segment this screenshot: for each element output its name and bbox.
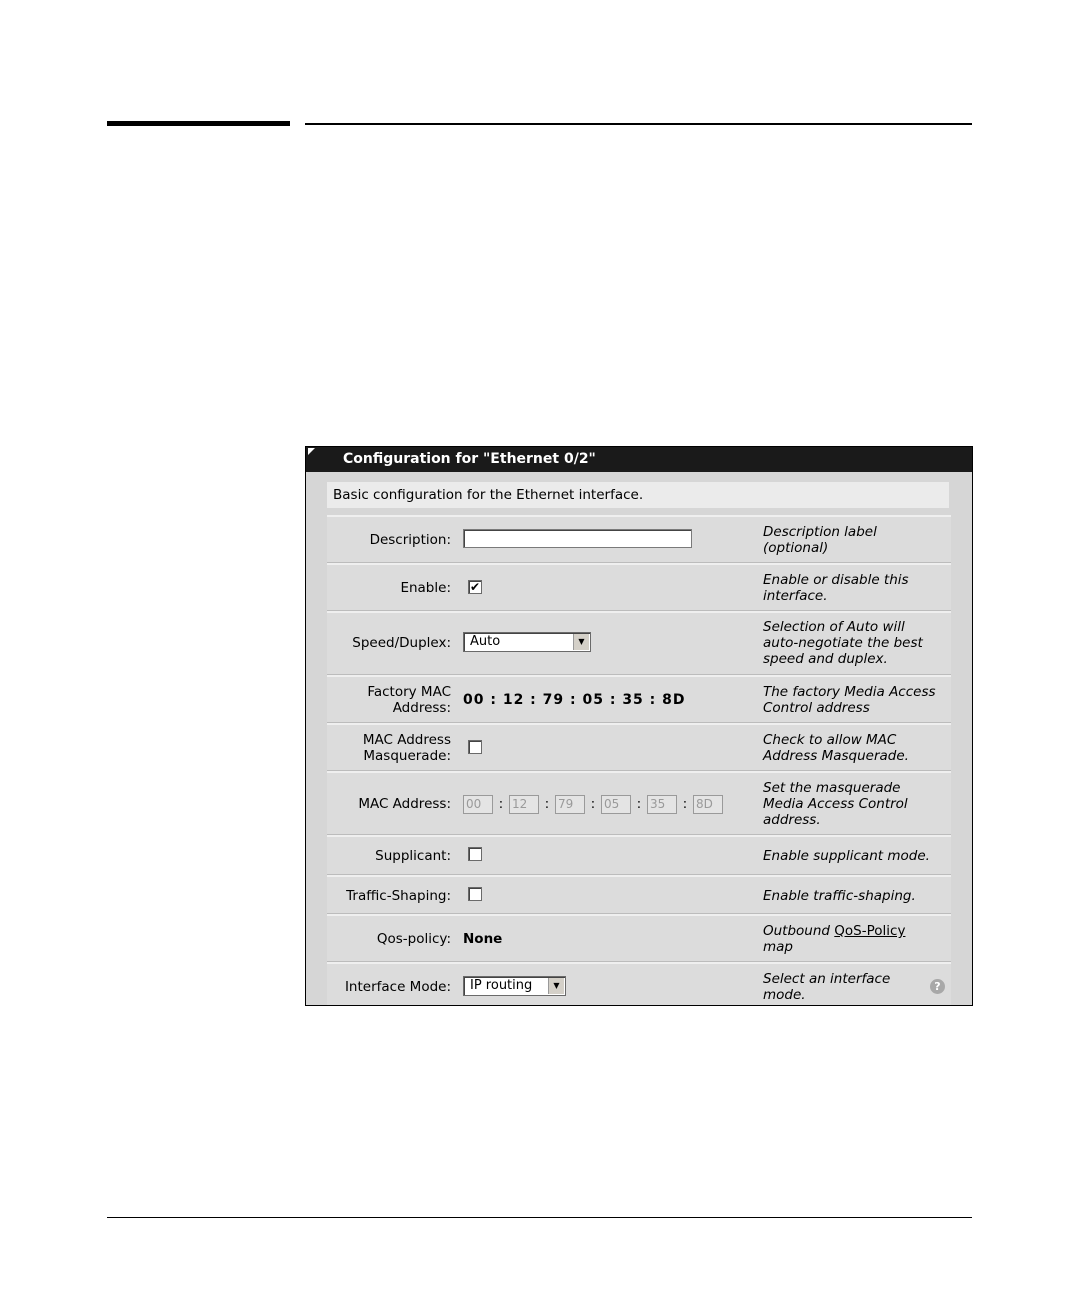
- row-mac-masquerade: [327, 723, 951, 771]
- factory-mac-help: [763, 684, 949, 716]
- panel-subtitle: Basic configuration for the Ethernet interface.: [327, 482, 949, 508]
- speed-help-line2: auto-negotiate the best: [763, 635, 923, 651]
- checkmark-icon: ✔: [469, 580, 481, 594]
- speed-duplex-help: [763, 619, 949, 667]
- enable-checkbox[interactable]: [468, 580, 482, 594]
- footer-rule: [107, 1217, 972, 1218]
- qos-help-line1: [763, 923, 949, 939]
- panel-title: Configuration for "Ethernet 0/2": [343, 451, 596, 467]
- mac-octet-2: 12: [509, 795, 539, 814]
- factory-mac-label: [367, 684, 451, 716]
- mac-masquerade-label-line2: Masquerade:: [363, 748, 451, 764]
- mac-separator: :: [682, 797, 688, 812]
- row-description: [327, 515, 951, 563]
- interface-mode-label: Interface Mode:: [344, 979, 451, 995]
- mac-address-fields: [463, 795, 723, 814]
- supplicant-checkbox[interactable]: [468, 847, 482, 861]
- mac-masquerade-label-line1: MAC Address: [362, 732, 451, 748]
- row-supplicant: [327, 835, 951, 875]
- description-help: [763, 524, 949, 556]
- description-label: Description:: [369, 532, 451, 548]
- mac-masquerade-checkbox[interactable]: [468, 740, 482, 754]
- enable-help-line2: interface.: [763, 588, 828, 604]
- row-factory-mac: [327, 675, 951, 723]
- row-speed-duplex: [327, 611, 951, 675]
- mac-address-help-line3: address.: [763, 812, 821, 828]
- masquerade-help-line1: Check to allow MAC: [763, 732, 897, 748]
- speed-help-line3: speed and duplex.: [763, 651, 888, 667]
- row-enable: [327, 563, 951, 611]
- panel-titlebar: [306, 447, 972, 472]
- row-mac-address: [327, 771, 951, 835]
- speed-help-line1: Selection of Auto will: [763, 619, 905, 635]
- interface-mode-value: IP routing: [470, 978, 533, 993]
- row-interface-mode: [327, 962, 951, 1006]
- enable-label: Enable:: [400, 580, 451, 596]
- config-panel: [305, 446, 973, 1006]
- interface-mode-help-line1: Select an interface: [763, 971, 891, 987]
- factory-mac-help-line2: Control address: [763, 700, 870, 716]
- qos-help-prefix: Outbound: [763, 923, 835, 939]
- factory-mac-label-line2: Address:: [392, 700, 451, 716]
- collapse-corner-icon[interactable]: [308, 448, 315, 455]
- qos-policy-value: None: [463, 931, 503, 947]
- interface-mode-select[interactable]: [463, 976, 566, 996]
- qos-policy-help: [763, 923, 949, 955]
- mac-address-label: MAC Address:: [358, 796, 451, 812]
- mac-address-help-line1: Set the masquerade: [763, 780, 901, 796]
- speed-duplex-label: Speed/Duplex:: [352, 635, 451, 651]
- mac-separator: :: [498, 797, 504, 812]
- row-qos-policy: [327, 914, 951, 962]
- enable-help: [763, 572, 949, 604]
- mac-separator: :: [636, 797, 642, 812]
- mac-separator: :: [590, 797, 596, 812]
- header-rule-thick: [107, 121, 290, 126]
- traffic-shaping-label: Traffic-Shaping:: [346, 888, 451, 904]
- qos-policy-link[interactable]: QoS-Policy: [834, 923, 906, 939]
- chevron-down-icon[interactable]: ▼: [548, 978, 564, 994]
- supplicant-help: Enable supplicant mode.: [763, 848, 930, 864]
- mac-masquerade-label: [363, 732, 451, 764]
- mac-address-help: [763, 780, 949, 828]
- enable-help-line1: Enable or disable this: [763, 572, 909, 588]
- qos-policy-label: Qos-policy:: [376, 931, 451, 947]
- mac-octet-4: 05: [601, 795, 631, 814]
- description-input[interactable]: [463, 529, 692, 548]
- factory-mac-label-line1: Factory MAC: [367, 684, 451, 700]
- config-rows: [327, 515, 951, 1006]
- interface-mode-help: [763, 971, 913, 1003]
- help-question-icon[interactable]: ?: [930, 979, 945, 994]
- description-help-line2: (optional): [763, 540, 829, 556]
- mac-separator: :: [544, 797, 550, 812]
- chevron-down-icon[interactable]: ▼: [573, 634, 589, 650]
- speed-duplex-value: Auto: [470, 634, 501, 649]
- mac-octet-6: 8D: [693, 795, 723, 814]
- supplicant-label: Supplicant:: [375, 848, 451, 864]
- speed-duplex-select[interactable]: [463, 632, 591, 652]
- masquerade-help-line2: Address Masquerade.: [763, 748, 909, 764]
- row-traffic-shaping: [327, 875, 951, 914]
- traffic-shaping-help: Enable traffic-shaping.: [763, 888, 916, 904]
- header-rule-thin: [305, 123, 972, 125]
- mac-address-help-line2: Media Access Control: [763, 796, 908, 812]
- mac-masquerade-help: [763, 732, 949, 764]
- factory-mac-help-line1: The factory Media Access: [763, 684, 936, 700]
- qos-help-line2: map: [763, 939, 793, 955]
- mac-octet-1: 00: [463, 795, 493, 814]
- mac-octet-5: 35: [647, 795, 677, 814]
- factory-mac-value: 00 : 12 : 79 : 05 : 35 : 8D: [463, 692, 686, 708]
- mac-octet-3: 79: [555, 795, 585, 814]
- interface-mode-help-line2: mode.: [763, 987, 806, 1003]
- traffic-shaping-checkbox[interactable]: [468, 887, 482, 901]
- description-help-line1: Description label: [763, 524, 877, 540]
